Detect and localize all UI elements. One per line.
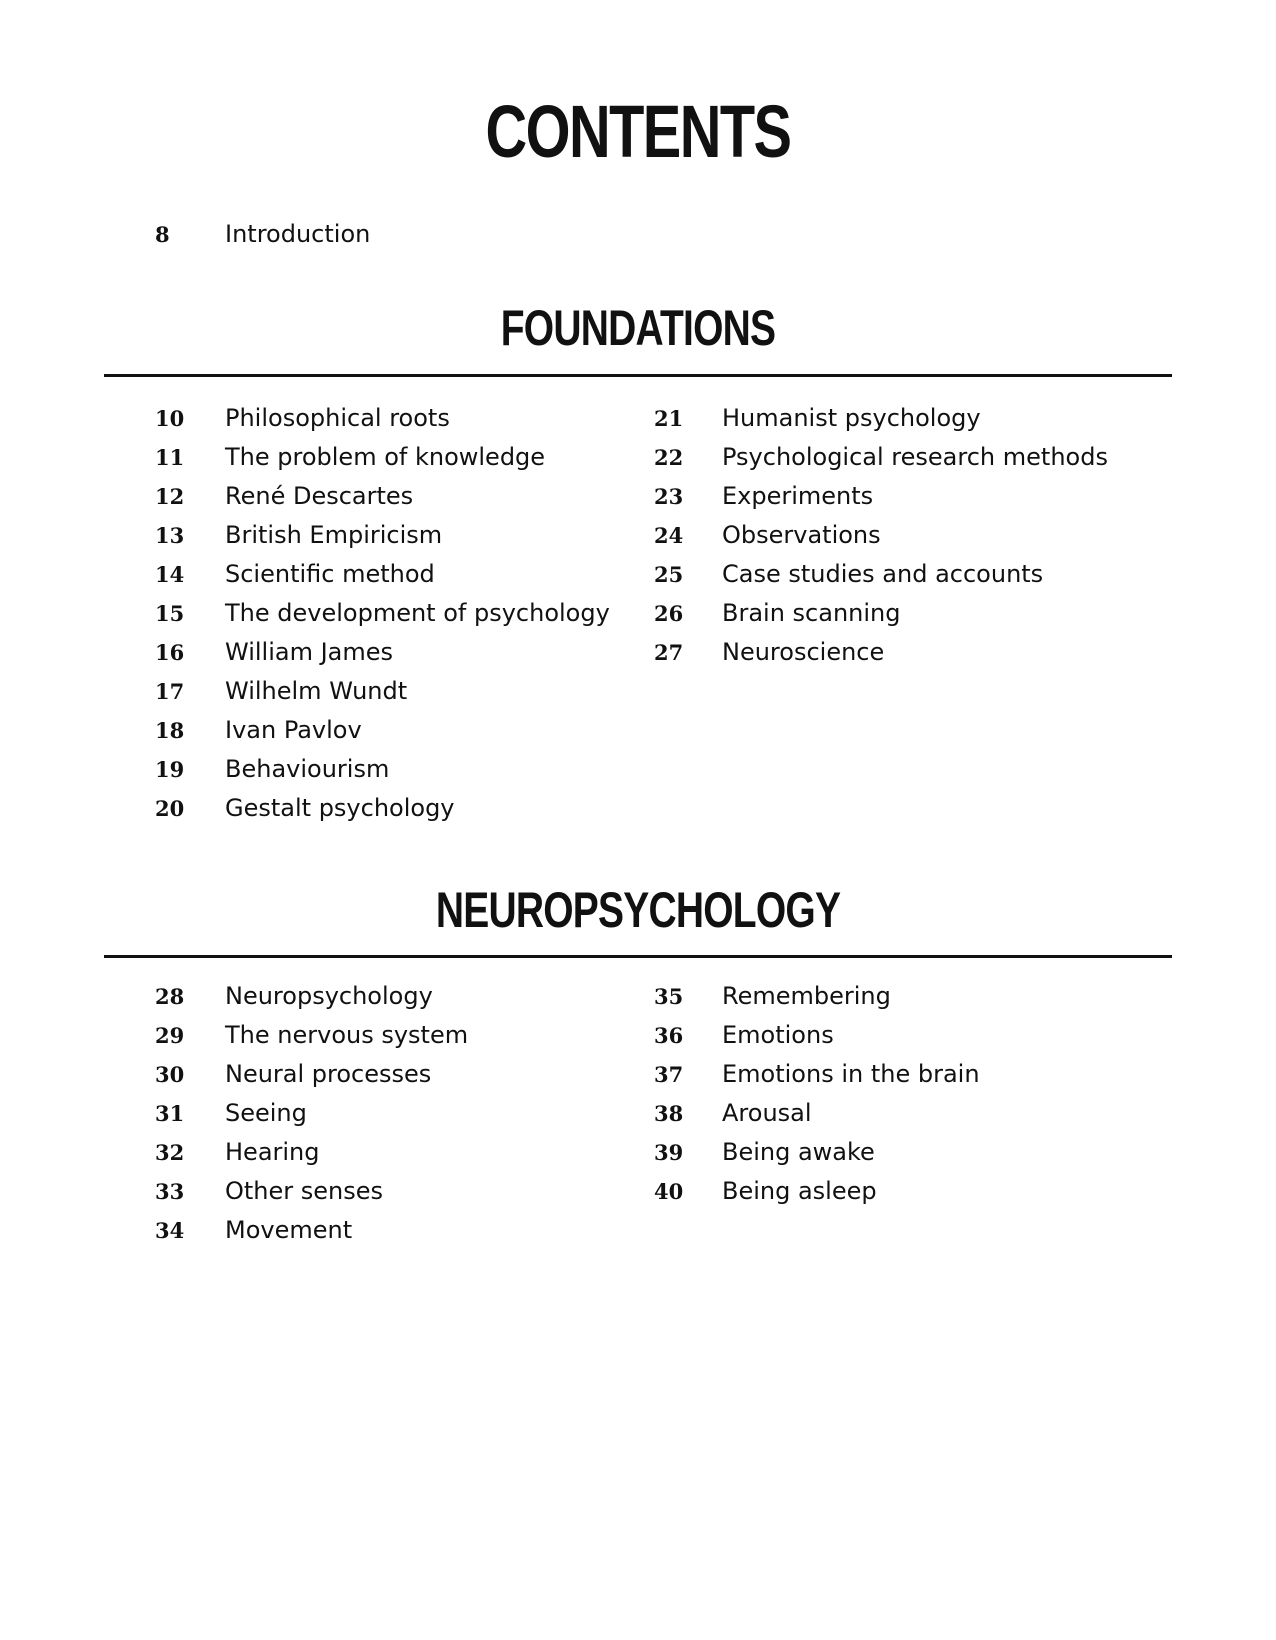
- entry-label: The development of psychology: [225, 599, 610, 627]
- entry-label: Ivan Pavlov: [225, 716, 362, 744]
- entry-label: William James: [225, 638, 394, 666]
- toc-entry[interactable]: [0, 441, 546, 480]
- toc-entry[interactable]: [0, 675, 500, 714]
- entry-label: Movement: [225, 1216, 353, 1244]
- toc-entry[interactable]: [500, 402, 1000, 441]
- entry-label: Seeing: [225, 1099, 307, 1127]
- page-number: 13: [155, 523, 185, 548]
- entry-label: Behaviourism: [225, 755, 390, 783]
- entry-label: Being awake: [722, 1138, 875, 1166]
- page-number: 22: [654, 445, 684, 470]
- entry-label: The nervous system: [225, 1021, 469, 1049]
- page-number: 30: [155, 1062, 185, 1087]
- section-divider: [104, 374, 1172, 377]
- page-number: 21: [654, 406, 684, 431]
- page-title: CONTENTS: [485, 90, 791, 173]
- toc-entry[interactable]: [500, 1058, 1000, 1097]
- entry-label: Remembering: [722, 982, 891, 1010]
- entry-label: Hearing: [225, 1138, 320, 1166]
- entry-label: Introduction: [225, 220, 371, 248]
- foundations-left-column: [0, 402, 610, 831]
- entry-label: Humanist psychology: [722, 404, 981, 432]
- entry-label: Emotions: [722, 1021, 834, 1049]
- page-number: 16: [155, 640, 185, 665]
- entry-label: Arousal: [722, 1099, 812, 1127]
- entry-label: Philosophical roots: [225, 404, 450, 432]
- toc-entry[interactable]: [500, 441, 1108, 480]
- toc-entry[interactable]: [0, 1175, 500, 1214]
- toc-entry[interactable]: [0, 753, 500, 792]
- entry-label: Scientific method: [225, 560, 435, 588]
- toc-entry[interactable]: [500, 980, 1000, 1019]
- page-number: 11: [155, 445, 185, 470]
- entry-label: Observations: [722, 521, 881, 549]
- page-number: 24: [654, 523, 684, 548]
- neuropsychology-left-column: [0, 980, 500, 1253]
- entry-label: British Empiricism: [225, 521, 443, 549]
- toc-entry[interactable]: [0, 1019, 500, 1058]
- neuropsychology-right-column: [500, 980, 1000, 1214]
- entry-label: Other senses: [225, 1177, 384, 1205]
- toc-entry[interactable]: [500, 558, 1044, 597]
- page-number: 37: [654, 1062, 684, 1087]
- toc-entry[interactable]: [0, 402, 500, 441]
- page-number: 23: [654, 484, 684, 509]
- entry-label: Neural processes: [225, 1060, 432, 1088]
- page-number: 29: [155, 1023, 185, 1048]
- entry-label: Neuropsychology: [225, 982, 433, 1010]
- page-number: 20: [155, 796, 185, 821]
- page-number: 28: [155, 984, 185, 1009]
- page-number: 8: [155, 222, 170, 247]
- entry-label: Psychological research methods: [722, 443, 1108, 471]
- page-number: 26: [654, 601, 684, 626]
- toc-entry[interactable]: [500, 519, 1000, 558]
- page-number: 38: [654, 1101, 684, 1126]
- entry-label: Brain scanning: [722, 599, 901, 627]
- toc-entry[interactable]: [500, 1019, 1000, 1058]
- entry-label: Wilhelm Wundt: [225, 677, 408, 705]
- entry-label: Gestalt psychology: [225, 794, 455, 822]
- entry-label: Case studies and accounts: [722, 560, 1044, 588]
- toc-entry[interactable]: [0, 597, 610, 636]
- toc-entry[interactable]: [500, 597, 1000, 636]
- page-number: 18: [155, 718, 185, 743]
- toc-entry[interactable]: [500, 1097, 1000, 1136]
- entry-label: Emotions in the brain: [722, 1060, 980, 1088]
- toc-entry[interactable]: [0, 792, 500, 831]
- page-number: 19: [155, 757, 185, 782]
- toc-entry[interactable]: [0, 1058, 500, 1097]
- section-heading-foundations: FOUNDATIONS: [500, 300, 776, 356]
- page-number: 34: [155, 1218, 185, 1243]
- toc-entry[interactable]: [0, 1136, 500, 1175]
- page-number: 15: [155, 601, 185, 626]
- page-number: 10: [155, 406, 185, 431]
- page-number: 33: [155, 1179, 185, 1204]
- toc-entry[interactable]: [0, 1214, 500, 1253]
- section-heading-neuropsychology: NEUROPSYCHOLOGY: [435, 882, 841, 938]
- page-number: 31: [155, 1101, 185, 1126]
- page-number: 14: [155, 562, 185, 587]
- entry-label: Being asleep: [722, 1177, 877, 1205]
- entry-label: The problem of knowledge: [225, 443, 546, 471]
- toc-entry[interactable]: [0, 636, 500, 675]
- foundations-right-column: [500, 402, 1108, 675]
- toc-entry-introduction[interactable]: [0, 218, 700, 254]
- toc-entry[interactable]: [500, 1175, 1000, 1214]
- page-number: 36: [654, 1023, 684, 1048]
- page-number: 35: [654, 984, 684, 1009]
- toc-entry[interactable]: [500, 1136, 1000, 1175]
- entry-label: René Descartes: [225, 482, 414, 510]
- toc-entry[interactable]: [0, 480, 500, 519]
- section-divider: [104, 955, 1172, 958]
- toc-entry[interactable]: [0, 980, 500, 1019]
- toc-entry[interactable]: [0, 1097, 500, 1136]
- page-number: 17: [155, 679, 185, 704]
- toc-entry[interactable]: [0, 558, 500, 597]
- page-number: 25: [654, 562, 684, 587]
- page-number: 27: [654, 640, 684, 665]
- page-number: 40: [654, 1179, 684, 1204]
- entry-label: Neuroscience: [722, 638, 885, 666]
- page-number: 32: [155, 1140, 185, 1165]
- toc-entry[interactable]: [0, 519, 500, 558]
- page-number: 12: [155, 484, 185, 509]
- entry-label: Experiments: [722, 482, 874, 510]
- toc-entry[interactable]: [0, 714, 500, 753]
- toc-entry[interactable]: [500, 636, 1000, 675]
- page-number: 39: [654, 1140, 684, 1165]
- toc-entry[interactable]: [500, 480, 1000, 519]
